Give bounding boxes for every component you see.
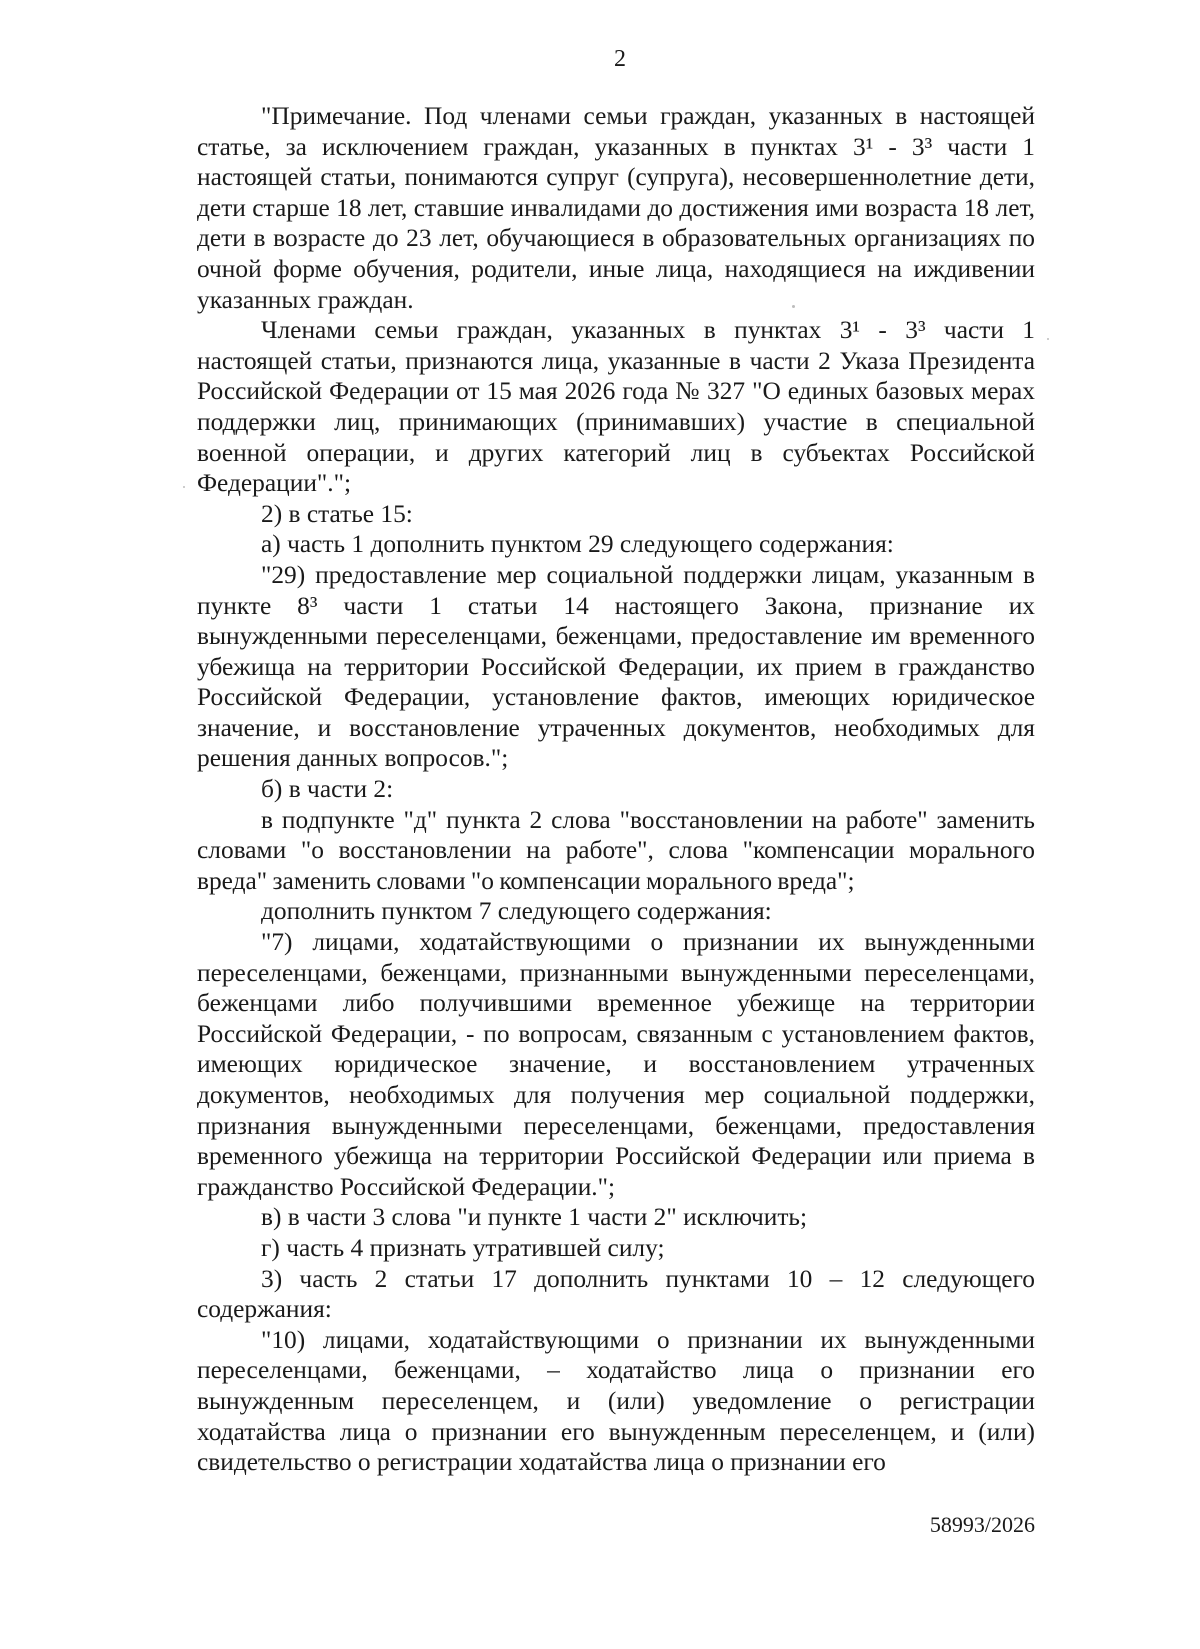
paragraph-point-29: "29) предоставление мер социальной поддержки лицам, указанным в пункте 8³ части 1 статьи 14 настоящего Закона, признание их вынужденными переселенцами, беженцами, предоставление им временного убежища на территории Российской Федерации, их прием в гражданство Российской Федерации, установление фактов, имеющих юридическое значение, и восстановление утраченных документов, необходимых для решения данных вопросов."; bbox=[197, 560, 1035, 773]
scan-speck bbox=[1047, 338, 1049, 340]
paragraph-family-members: Членами семьи граждан, указанных в пунктах 3¹ - 3³ части 1 настоящей статьи, признаются лица, указанные в части 2 Указа Президента Российской Федерации от 15 мая 2026 года № 327 "О единых базовых мерах поддержки лиц, принимающих (принимавших) участие в специальной военной операции, и других категорий лиц в субъектах Российской Федерации"."; bbox=[197, 316, 1035, 498]
scan-speck bbox=[792, 305, 795, 308]
paragraph-add-point-7: дополнить пунктом 7 следующего содержания: bbox=[261, 897, 772, 926]
paragraph-item-2a: а) часть 1 дополнить пунктом 29 следующего содержания: bbox=[261, 530, 894, 559]
paragraph-item-2: 2) в статье 15: bbox=[261, 499, 413, 528]
paragraph-item-2v: в) в части 3 слова "и пункте 1 части 2" исключить; bbox=[261, 1203, 808, 1232]
paragraph-point-10: "10) лицами, ходатайствующими о признании их вынужденными переселенцами, беженцами, – ходатайство лица о признании его вынужденным переселенцем, и (или) уведомление о регистрации ходатайства лица о признании его вынужденным переселенцем, и (или) свидетельство о регистрации ходатайства лица о признании его bbox=[197, 1325, 1035, 1477]
paragraph-subpoint-d: в подпункте "д" пункта 2 слова "восстановлении на работе" заменить словами "о восстановлении на работе", слова "компенсации морального вреда" заменить словами "о компенсации морального вреда"; bbox=[197, 805, 1035, 895]
paragraph-item-2b: б) в части 2: bbox=[261, 775, 394, 804]
document-body bbox=[197, 101, 1035, 1478]
paragraph-item-2g: г) часть 4 признать утратившей силу; bbox=[261, 1233, 665, 1262]
page-number: 2 bbox=[614, 46, 626, 72]
paragraph-note: "Примечание. Под членами семьи граждан, указанных в настоящей статье, за исключением граждан, указанных в пунктах 3¹ - 3³ части 1 настоящей статьи, понимаются супруг (супруга), несовершеннолетние дети, дети старше 18 лет, ставшие инвалидами до достижения ими возраста 18 лет, дети в возрасте до 23 лет, обучающиеся в образовательных организациях по очной форме обучения, родители, иные лица, находящиеся на иждивении указанных граждан. bbox=[197, 102, 1035, 314]
paragraph-item-3: 3) часть 2 статьи 17 дополнить пунктами 10 – 12 следующего содержания: bbox=[197, 1264, 1035, 1324]
document-registration-number: 58993/2026 bbox=[929, 1512, 1035, 1537]
scan-speck bbox=[183, 486, 185, 488]
paragraph-point-7: "7) лицами, ходатайствующими о признании их вынужденными переселенцами, беженцами, признанными вынужденными переселенцами, беженцами либо получившими временное убежище на территории Российской Федерации, - по вопросам, связанным с установлением фактов, имеющих юридическое значение, и восстановлением утраченных документов, необходимых для получения мер социальной поддержки, признания вынужденными переселенцами, беженцами, предоставления временного убежища на территории Российской Федерации или приема в гражданство Российской Федерации."; bbox=[197, 928, 1035, 1201]
